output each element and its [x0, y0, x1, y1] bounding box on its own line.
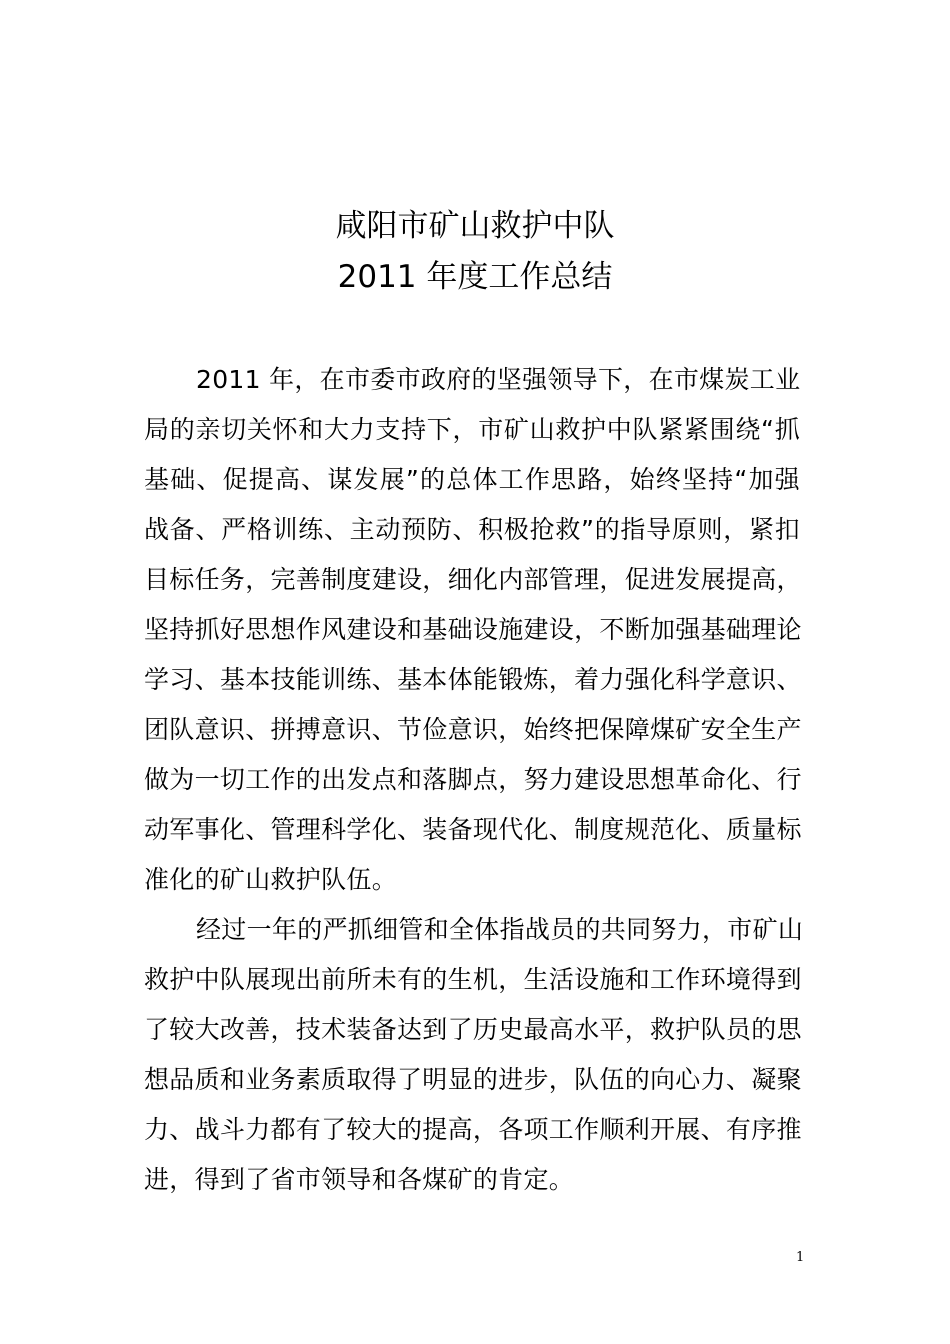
page-number: 1: [796, 1250, 805, 1265]
document-title-line-1: 咸阳市矿山救护中队: [335, 208, 615, 244]
paragraph-line: 力、战斗力都有了较大的提高，各项工作顺利开展、有序推: [144, 1115, 802, 1144]
paragraph-line: 进，得到了省市领导和各煤矿的肯定。: [144, 1165, 575, 1194]
paragraph-line: 学习、基本技能训练、基本体能锻炼，着力强化科学意识、: [144, 665, 802, 694]
paragraph-line: 2011 年，在市委市政府的坚强领导下，在市煤炭工业: [196, 365, 801, 394]
paragraph-line: 经过一年的严抓细管和全体指战员的共同努力，市矿山: [196, 915, 804, 944]
paragraph-line: 坚持抓好思想作风建设和基础设施建设，不断加强基础理论: [144, 615, 802, 644]
paragraph-line: 动军事化、管理科学化、装备现代化、制度规范化、质量标: [144, 815, 802, 844]
paragraph-line: 了较大改善，技术装备达到了历史最高水平，救护队员的思: [144, 1015, 802, 1044]
paragraph-line: 救护中队展现出前所未有的生机，生活设施和工作环境得到: [144, 965, 802, 994]
paragraph-line: 基础、促提高、谋发展”的总体工作思路，始终坚持“加强: [144, 465, 800, 494]
paragraph-line: 准化的矿山救护队伍。: [144, 865, 398, 894]
paragraph-line: 团队意识、拼搏意识、节俭意识，始终把保障煤矿安全生产: [144, 715, 802, 744]
paragraph-line: 战备、严格训练、主动预防、积极抢救”的指导原则，紧扣: [144, 515, 800, 544]
document-title-line-2: 2011 年度工作总结: [337, 259, 613, 295]
paragraph-line: 做为一切工作的出发点和落脚点，努力建设思想革命化、行: [144, 765, 802, 794]
paragraph-line: 局的亲切关怀和大力支持下，市矿山救护中队紧紧围绕“抓: [144, 415, 800, 444]
paragraph-line: 想品质和业务素质取得了明显的进步，队伍的向心力、凝聚: [144, 1065, 802, 1094]
paragraph-line: 目标任务，完善制度建设，细化内部管理，促进发展提高，: [144, 565, 802, 594]
